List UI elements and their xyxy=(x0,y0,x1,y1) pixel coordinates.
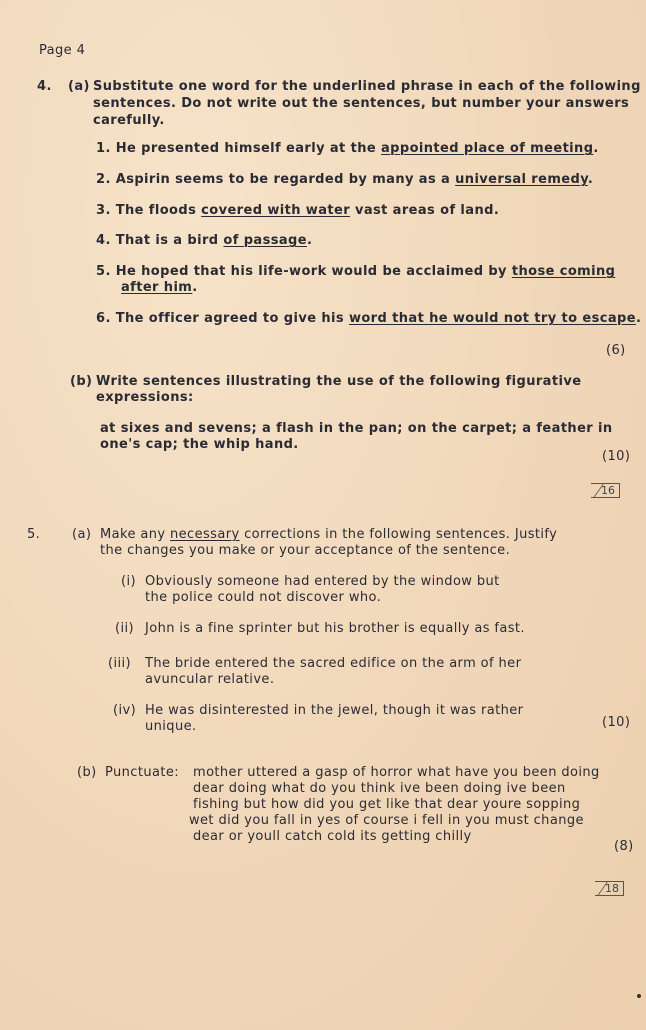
q5a-intro-line1: Make any necessary corrections in the following sentences. Justify xyxy=(100,527,558,542)
q5a-item-iii-num: (iii) xyxy=(108,656,131,671)
q4a-label: (a) xyxy=(68,79,90,94)
q4a-item-2: 2. Aspirin seems to be regarded by many as a universal remedy. xyxy=(96,172,594,187)
q5a-item-i-num: (i) xyxy=(121,574,136,589)
q5a-marks: (10) xyxy=(602,715,631,730)
q4a-item-3: 3. The floods covered with water vast areas of land. xyxy=(96,203,500,218)
q5a-item-iv-line1: He was disinterested in the jewel, though it was rather xyxy=(145,703,524,718)
q5-total-box: 18 xyxy=(595,881,624,896)
q5b-line-1: mother uttered a gasp of horror what have you been doing xyxy=(193,765,600,780)
q5b-line-2: dear doing what do you think ive been doing ive been xyxy=(193,781,566,796)
page-label: Page 4 xyxy=(39,43,86,58)
q5a-label: (a) xyxy=(72,527,92,542)
q5a-item-iv-line2: unique. xyxy=(145,719,197,734)
q5b-label: (b) xyxy=(77,765,97,780)
q5a-item-ii-num: (ii) xyxy=(115,621,134,636)
q5b-marks: (8) xyxy=(614,839,634,854)
q5-number: 5. xyxy=(27,527,41,542)
q4a-item-4: 4. That is a bird of passage. xyxy=(96,233,313,248)
q5b-line-4: wet did you fall in yes of course i fell in you must change xyxy=(189,813,584,828)
q5a-item-ii-line1: John is a fine sprinter but his brother is equally as fast. xyxy=(145,621,525,636)
q5a-item-iii-line2: avuncular relative. xyxy=(145,672,275,687)
q4a-item-5: 5. He hoped that his life-work would be acclaimed by those coming xyxy=(96,264,616,279)
q5a-item-iii-line1: The bride entered the sacred edifice on the arm of her xyxy=(145,656,522,671)
q5b-heading: Punctuate: xyxy=(105,765,180,780)
q4b-marks: (10) xyxy=(602,449,631,464)
q5b-line-3: fishing but how did you get like that dear youre sopping xyxy=(193,797,581,812)
q4a-item-1: 1. He presented himself early at the appointed place of meeting. xyxy=(96,141,599,156)
ink-speck xyxy=(637,994,641,998)
q5a-item-i-line1: Obviously someone had entered by the window but xyxy=(145,574,500,589)
q4a-item-6: 6. The officer agreed to give his word that he would not try to escape. xyxy=(96,311,642,326)
q4a-intro-line2: sentences. Do not write out the sentences, but number your answers xyxy=(93,96,630,111)
q5a-intro-line2: the changes you make or your acceptance of the sentence. xyxy=(100,543,511,558)
q5a-item-iv-num: (iv) xyxy=(113,703,137,718)
q4b-list-line2: one's cap; the whip hand. xyxy=(100,437,299,452)
q4b-label: (b) xyxy=(70,374,93,389)
q4a-intro-line1: Substitute one word for the underlined phrase in each of the following xyxy=(93,79,641,94)
q4-number: 4. xyxy=(37,79,52,94)
q4a-item-5-cont: after him. xyxy=(121,280,198,295)
q4b-intro-line1: Write sentences illustrating the use of the following figurative xyxy=(96,374,582,389)
q4b-list-line1: at sixes and sevens; a flash in the pan; on the carpet; a feather in xyxy=(100,421,613,436)
q4-total-box: 16 xyxy=(591,483,620,498)
q5a-item-i-line2: the police could not discover who. xyxy=(145,590,382,605)
q4b-intro-line2: expressions: xyxy=(96,390,194,405)
q4a-marks: (6) xyxy=(606,343,626,358)
q4a-intro-line3: carefully. xyxy=(93,113,165,128)
q5b-line-5: dear or youll catch cold its getting chilly xyxy=(193,829,472,844)
